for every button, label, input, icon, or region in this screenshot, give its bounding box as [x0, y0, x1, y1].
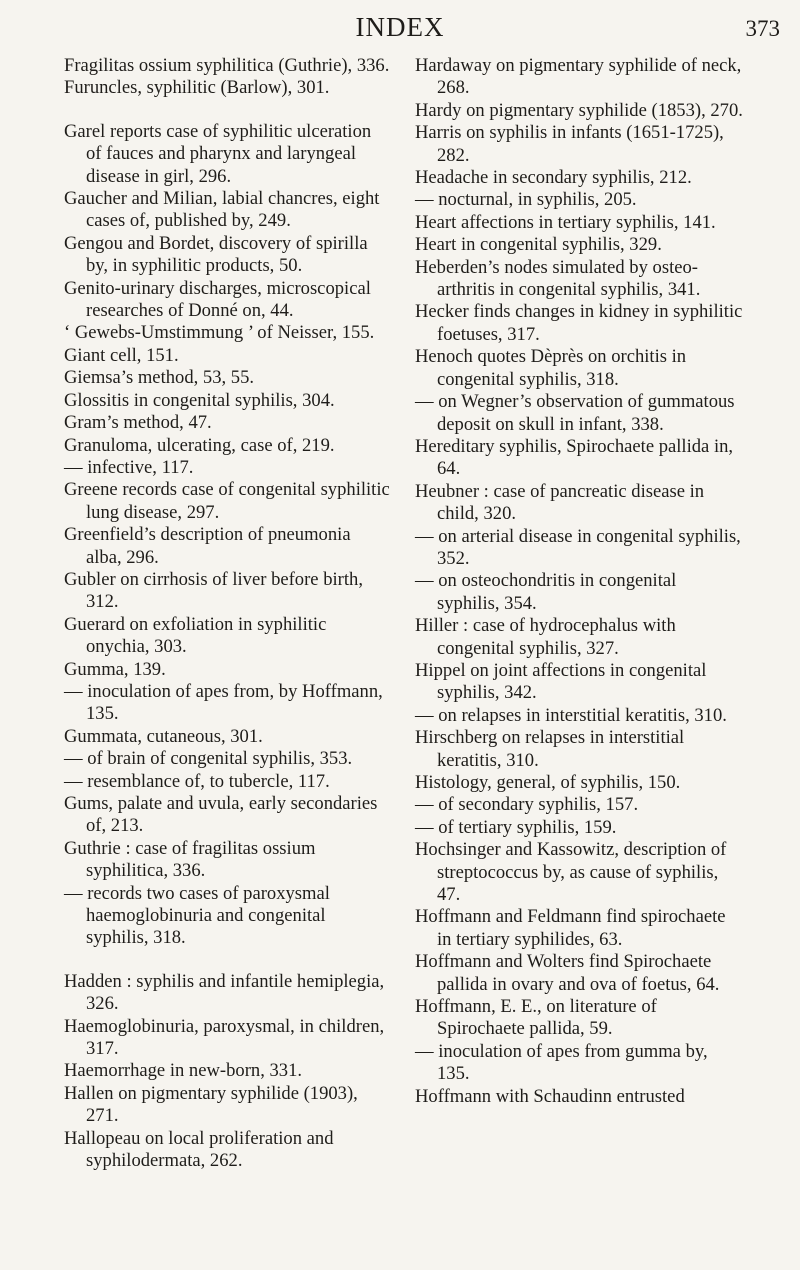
index-entry: — inoculation of apes from gumma by, 135.: [415, 1040, 708, 1085]
index-entry: Heubner : case of pancreatic disease in child, 320.: [415, 480, 705, 525]
index-entry: — inoculation of apes from, by Hoffmann, 135.: [64, 680, 383, 725]
index-entry: Hallopeau on local proliferation and syphilodermata, 262.: [64, 1127, 334, 1172]
index-entry: — infective, 117.: [64, 456, 194, 478]
index-entry: Gram’s method, 47.: [64, 412, 212, 434]
index-entry: Hardy on pigmentary syphilide (1853), 270.: [415, 99, 743, 121]
index-entry: Garel reports case of syphilitic ulceration of fauces and pharynx and laryngeal disease in girl, 296.: [64, 120, 372, 187]
index-entry: Gubler on cirrhosis of liver before birth, 312.: [64, 568, 363, 613]
index-entry: Genito-urinary discharges, microscopical researches of Donné on, 44.: [64, 277, 371, 322]
index-entry: — of secondary syphilis, 157.: [415, 794, 639, 816]
index-entry: Harris on syphilis in infants (1651-1725), 282.: [415, 122, 724, 166]
index-entry: Histology, general, of syphilis, 150.: [415, 772, 681, 793]
index-entry: Giant cell, 151.: [64, 344, 179, 366]
index-entry: Heart in congenital syphilis, 329.: [415, 234, 662, 256]
index-entry: Giemsa’s method, 53, 55.: [64, 367, 255, 389]
page-header: [0, 8, 800, 48]
index-entry: Henoch quotes Dèprès on orchitis in congenital syphilis, 318.: [415, 346, 687, 390]
index-entry: Greene records case of congenital syphilitic lung disease, 297.: [64, 479, 390, 523]
index-column-right: [415, 55, 743, 1108]
index-entry: Hecker finds changes in kidney in syphilitic foetuses, 317.: [415, 301, 743, 345]
index-entry: Hochsinger and Kassowitz, description of streptococcus by, as cause of syphilis, 47.: [415, 839, 727, 906]
index-entry: Headache in secondary syphilis, 212.: [415, 167, 692, 189]
index-entry: — of brain of congenital syphilis, 353.: [64, 748, 353, 770]
index-entry: Fragilitas ossium syphilitica (Guthrie), 336.: [64, 55, 390, 76]
index-entry: Furuncles, syphilitic (Barlow), 301.: [64, 77, 330, 99]
index-entry: Guerard on exfoliation in syphilitic onychia, 303.: [64, 613, 327, 658]
index-entry: Hoffmann and Feldmann find spirochaete in tertiary syphilides, 63.: [415, 906, 726, 950]
index-column-left: [64, 55, 390, 1173]
index-entry: Heart affections in tertiary syphilis, 141.: [415, 211, 716, 233]
index-entry: — on Wegner’s observation of gummatous deposit on skull in infant, 338.: [415, 391, 735, 435]
index-entry: Hereditary syphilis, Spirochaete pallida in, 64.: [415, 435, 734, 480]
index-entry: Hoffmann and Wolters find Spirochaete pallida in ovary and ova of foetus, 64.: [415, 951, 720, 995]
index-entry: Gumma, 139.: [64, 658, 166, 680]
index-entry: Hadden : syphilis and infantile hemiplegia, 326.: [64, 970, 385, 1015]
index-entry: — records two cases of paroxysmal haemoglobinuria and congenital syphilis, 318.: [64, 882, 330, 949]
index-entry: Hoffmann, E. E., on literature of Spirochaete pallida, 59.: [415, 996, 657, 1040]
index-entry: Gummata, cutaneous, 301.: [64, 725, 263, 747]
index-entry: Heberden’s nodes simulated by osteo-arthritis in congenital syphilis, 341.: [415, 256, 701, 301]
index-entry: Haemorrhage in new-born, 331.: [64, 1060, 303, 1082]
index-entry: Hiller : case of hydrocephalus with congenital syphilis, 327.: [415, 615, 676, 659]
page-title: INDEX: [355, 12, 445, 42]
page-number: 373: [745, 16, 780, 41]
index-entry: — of tertiary syphilis, 159.: [415, 816, 617, 838]
index-entry: — resemblance of, to tubercle, 117.: [64, 770, 330, 792]
index-entry: Gums, palate and uvula, early secondaries of, 213.: [64, 793, 378, 837]
index-entry: Hippel on joint affections in congenital syphilis, 342.: [415, 659, 707, 704]
index-entry: Hardaway on pigmentary syphilide of neck, 268.: [415, 55, 742, 99]
index-entry: Hallen on pigmentary syphilide (1903), 271.: [64, 1082, 358, 1127]
index-entry: — on arterial disease in congenital syphilis, 352.: [415, 525, 741, 569]
index-entry: Hirschberg on relapses in interstitial keratitis, 310.: [415, 727, 685, 771]
index-entry: Haemoglobinuria, paroxysmal, in children, 317.: [64, 1015, 385, 1060]
index-entry: Glossitis in congenital syphilis, 304.: [64, 389, 335, 411]
index-entry: Granuloma, ulcerating, case of, 219.: [64, 434, 335, 456]
index-entry: — on osteochondritis in congenital syphilis, 354.: [415, 570, 677, 614]
index-entry: — on relapses in interstitial keratitis, 310.: [415, 704, 727, 726]
index-entry: ‘ Gewebs-Umstimmung ’ of Neisser, 155.: [64, 322, 375, 344]
index-entry: Gengou and Bordet, discovery of spirilla by, in syphilitic products, 50.: [64, 232, 368, 277]
index-entry: — nocturnal, in syphilis, 205.: [415, 189, 637, 211]
index-entry: Hoffmann with Schaudinn entrusted: [415, 1085, 685, 1107]
index-entry: Greenfield’s description of pneumonia alba, 296.: [64, 524, 351, 568]
index-entry: Guthrie : case of fragilitas ossium syphilitica, 336.: [64, 837, 316, 882]
index-entry: Gaucher and Milian, labial chancres, eight cases of, published by, 249.: [64, 188, 380, 232]
